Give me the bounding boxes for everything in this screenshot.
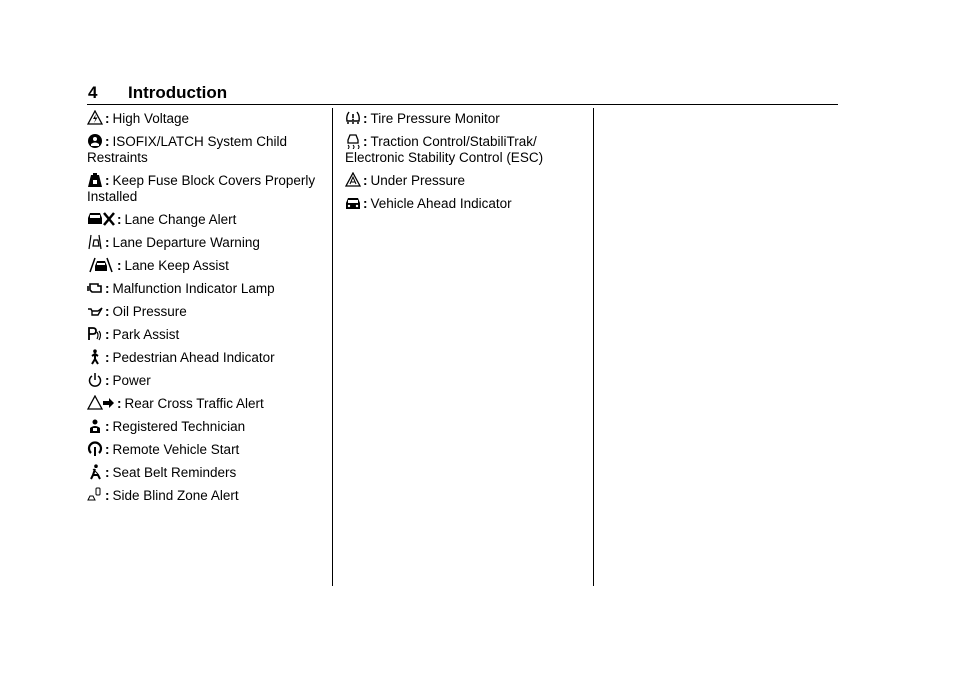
rear-cross-traffic-alert-icon	[87, 395, 115, 411]
column-divider	[332, 108, 333, 586]
power-icon	[87, 372, 103, 388]
registered-technician-icon	[87, 418, 103, 434]
symbol-label: Side Blind Zone Alert	[112, 488, 239, 503]
symbol-entry: : Park Assist	[87, 326, 319, 343]
park-assist-icon	[87, 326, 103, 342]
lane-departure-warning-icon	[87, 234, 103, 250]
symbol-entry: : Lane Change Alert	[87, 211, 319, 228]
vehicle-ahead-icon	[345, 195, 361, 211]
symbol-label: Registered Technician	[112, 419, 246, 434]
seat-belt-reminder-icon	[87, 464, 103, 480]
symbol-entry: : Pedestrian Ahead Indicator	[87, 349, 319, 366]
lane-change-alert-icon	[87, 211, 115, 227]
symbol-entry: : Seat Belt Reminders	[87, 464, 319, 481]
symbol-entry: : Malfunction Indicator Lamp	[87, 280, 319, 297]
isofix-latch-icon	[87, 133, 103, 149]
symbol-label: Pedestrian Ahead Indicator	[112, 350, 275, 365]
column-divider	[593, 108, 594, 586]
symbol-entry: : High Voltage	[87, 110, 319, 127]
symbol-label: Remote Vehicle Start	[112, 442, 240, 457]
symbol-label: Under Pressure	[370, 173, 466, 188]
symbol-entry: : Lane Keep Assist	[87, 257, 319, 274]
symbol-label: Seat Belt Reminders	[112, 465, 237, 480]
symbol-label: Malfunction Indicator Lamp	[112, 281, 275, 296]
symbol-entry: : Remote Vehicle Start	[87, 441, 319, 458]
section-title: Introduction	[128, 83, 228, 102]
under-pressure-icon	[345, 172, 361, 188]
symbol-entry: : Traction Control/StabiliTrak/ Electronic Stability Control (ESC)	[345, 134, 544, 165]
symbol-entry: : Lane Departure Warning	[87, 234, 319, 251]
symbol-entry: : Registered Technician	[87, 418, 319, 435]
page-header	[87, 82, 838, 105]
symbol-entry: : Keep Fuse Block Covers Properly Installed	[87, 173, 316, 204]
symbol-entry: : Power	[87, 372, 319, 389]
symbol-entry: : Tire Pressure Monitor	[345, 110, 585, 127]
traction-control-icon	[345, 133, 361, 149]
fuse-block-cover-icon	[87, 172, 103, 188]
remote-vehicle-start-icon	[87, 441, 103, 457]
symbol-entry: : Vehicle Ahead Indicator	[345, 195, 585, 212]
symbol-label: Tire Pressure Monitor	[370, 111, 500, 126]
symbol-entry: : ISOFIX/LATCH System Child Restraints	[87, 134, 288, 165]
symbol-label: Park Assist	[112, 327, 180, 342]
symbol-label: Power	[112, 373, 151, 388]
symbol-entry: : Side Blind Zone Alert	[87, 487, 319, 504]
high-voltage-icon	[87, 110, 103, 126]
pedestrian-icon	[87, 349, 103, 365]
symbol-label: Lane Departure Warning	[112, 235, 260, 250]
symbol-label: High Voltage	[112, 111, 190, 126]
oil-pressure-icon	[87, 303, 103, 319]
symbol-label: Traction Control/StabiliTrak/ Electronic Stability Control (ESC)	[345, 134, 544, 165]
symbol-list-column-2	[345, 110, 585, 218]
symbol-label: Vehicle Ahead Indicator	[370, 196, 512, 211]
symbol-label: Rear Cross Traffic Alert	[124, 396, 264, 411]
symbol-label: Lane Keep Assist	[124, 258, 229, 273]
side-blind-zone-alert-icon	[87, 487, 103, 503]
symbol-label: ISOFIX/LATCH System Child Restraints	[87, 134, 288, 165]
page-number: 4	[88, 83, 98, 102]
lane-keep-assist-icon	[87, 257, 115, 273]
symbol-label: Keep Fuse Block Covers Properly Installed	[87, 173, 316, 204]
symbol-entry: : Oil Pressure	[87, 303, 319, 320]
symbol-label: Oil Pressure	[112, 304, 187, 319]
symbol-entry: : Under Pressure	[345, 172, 585, 189]
malfunction-indicator-lamp-icon	[87, 280, 103, 296]
symbol-entry: : Rear Cross Traffic Alert	[87, 395, 319, 412]
symbol-list-column-1	[87, 110, 319, 510]
symbol-label: Lane Change Alert	[124, 212, 237, 227]
tire-pressure-monitor-icon	[345, 110, 361, 126]
